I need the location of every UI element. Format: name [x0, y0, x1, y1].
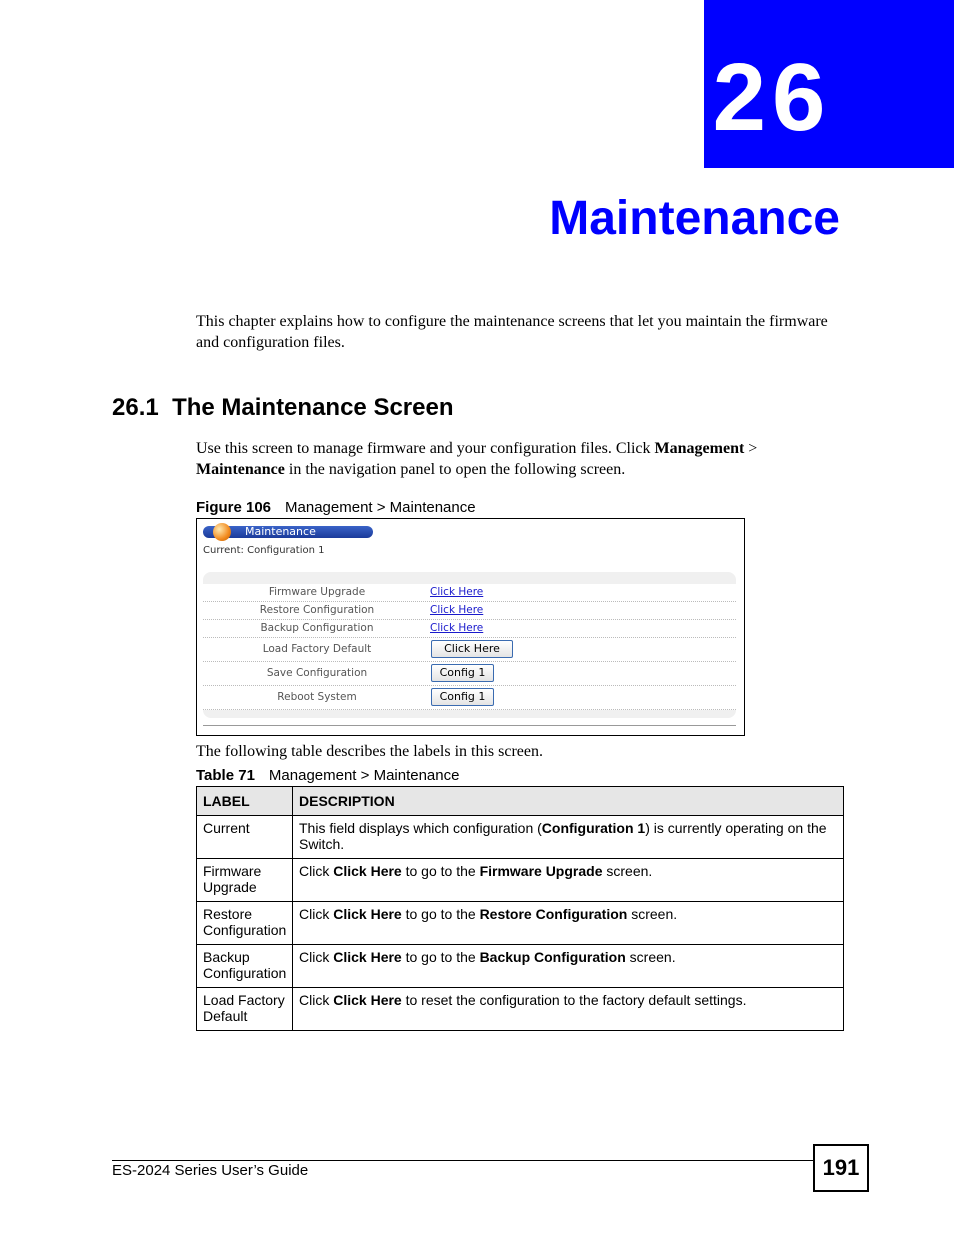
header-description: DESCRIPTION: [293, 787, 844, 816]
firmware-upgrade-link[interactable]: Click Here: [430, 586, 484, 598]
restore-configuration-link[interactable]: Click Here: [430, 604, 484, 616]
row-restore-configuration: [203, 602, 736, 620]
table-row: [197, 988, 844, 1031]
row-description-cell: Click Click Here to reset the configuration to the factory default settings.: [293, 988, 844, 1031]
row-label: Backup Configuration: [260, 622, 374, 634]
row-label: Load Factory Default: [262, 643, 372, 655]
section-title: The Maintenance Screen: [172, 394, 454, 421]
table-caption: [196, 767, 459, 785]
row-label: Firmware Upgrade: [268, 586, 366, 598]
figure-caption-text: Management > Maintenance: [285, 499, 476, 516]
row-load-factory-default: [203, 638, 736, 662]
table-caption-text: Management > Maintenance: [268, 767, 460, 784]
chapter-title: Maintenance: [549, 192, 840, 245]
table-intro: The following table describes the labels in this screen.: [196, 743, 544, 760]
labels-table: [196, 786, 844, 1031]
chapter-number: 26: [712, 44, 832, 151]
row-description-cell: Click Click Here to go to the Backup Configuration screen.: [293, 945, 844, 988]
table-row: [197, 945, 844, 988]
row-label-cell: Current: [197, 816, 293, 859]
footer-guide-title: ES-2024 Series User’s Guide: [112, 1162, 309, 1179]
current-configuration: Current: Configuration 1: [203, 545, 325, 556]
table-header-row: [197, 787, 844, 816]
row-label-cell: Load Factory Default: [197, 988, 293, 1031]
page-number: 191: [813, 1144, 869, 1192]
orb-icon: [213, 523, 231, 541]
load-factory-default-button[interactable]: Click Here: [431, 640, 513, 658]
row-description-cell: This field displays which configuration (Configuration 1) is currently operating on the Switch.: [293, 816, 844, 859]
bold-maintenance: Maintenance: [196, 461, 285, 478]
row-label-cell: Firmware Upgrade: [197, 859, 293, 902]
section-heading: [112, 393, 454, 423]
figure-caption-label: Figure 106: [196, 499, 272, 516]
row-label: Reboot System: [277, 691, 357, 703]
section-number: 26.1: [112, 394, 159, 421]
footer-rule: [112, 1160, 814, 1161]
maintenance-panel: [203, 572, 736, 718]
figure-caption: [196, 499, 476, 517]
row-description-cell: Click Click Here to go to the Restore Configuration screen.: [293, 902, 844, 945]
row-description-cell: Click Click Here to go to the Firmware Upgrade screen.: [293, 859, 844, 902]
row-label: Restore Configuration: [259, 604, 375, 616]
intro-paragraph: This chapter explains how to configure the maintenance screens that let you maintain the firmware and configuration files.: [196, 313, 828, 351]
reboot-system-button[interactable]: Config 1: [431, 688, 494, 706]
maintenance-tab-label: Maintenance: [245, 525, 316, 538]
section-paragraph: Use this screen to manage firmware and your configuration files. Click Management > Maintenance in the navigation panel to open the following screen.: [196, 440, 758, 478]
bold-management: Management: [654, 440, 745, 457]
table-row: [197, 816, 844, 859]
header-label: LABEL: [197, 787, 293, 816]
divider: [203, 725, 736, 726]
save-configuration-button[interactable]: Config 1: [431, 664, 494, 682]
table-caption-label: Table 71: [196, 767, 255, 784]
table-row: [197, 902, 844, 945]
table-row: [197, 859, 844, 902]
row-reboot-system: [203, 686, 736, 710]
row-firmware-upgrade: [203, 584, 736, 602]
row-label-cell: Restore Configuration: [197, 902, 293, 945]
backup-configuration-link[interactable]: Click Here: [430, 622, 484, 634]
row-backup-configuration: [203, 620, 736, 638]
row-save-configuration: [203, 662, 736, 686]
row-label-cell: Backup Configuration: [197, 945, 293, 988]
maintenance-screenshot: [196, 518, 745, 736]
row-label: Save Configuration: [266, 667, 368, 679]
